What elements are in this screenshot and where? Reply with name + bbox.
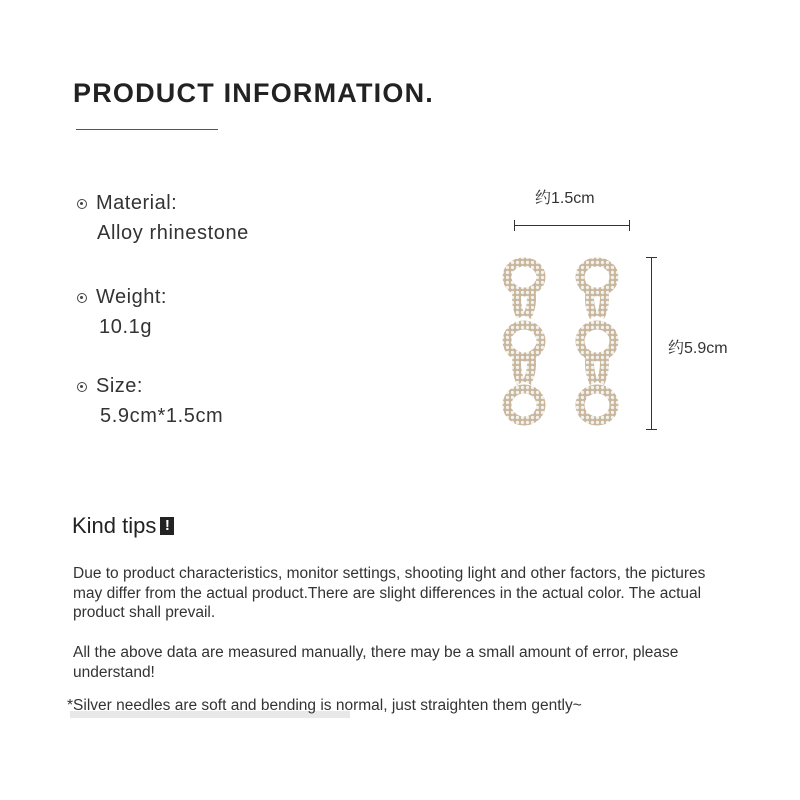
height-dimension-line [651,257,652,429]
spec-label: Weight: [96,286,167,308]
width-dimension-tick-right [629,220,630,231]
earring-right [580,262,614,421]
bullet-icon [77,293,87,303]
kind-tips-title: Kind tips [72,513,157,538]
height-dimension-tick-top [646,257,657,258]
exclamation-icon: ! [160,517,174,535]
spec-value: 10.1g [99,316,153,338]
bullet-icon [77,199,87,209]
title-underline [76,129,218,130]
tips-paragraph-2: All the above data are measured manually, there may be a small amount of error, please understand! [73,644,679,681]
spec-material [76,192,249,245]
silver-needle-note: *Silver needles are soft and bending is normal, just straighten them gently~ [67,697,582,714]
page-title: PRODUCT INFORMATION. [73,78,434,108]
spec-size [76,375,223,428]
kind-tips-heading [72,513,174,539]
width-dimension-line [514,225,630,226]
width-dimension-label: 约1.5cm [535,190,595,207]
earrings-image [495,255,625,435]
spec-value: Alloy rhinestone [97,222,249,244]
spec-value: 5.9cm*1.5cm [100,405,224,427]
height-dimension-tick-bottom [646,429,657,430]
height-dimension-label: 约5.9cm [668,340,728,357]
spec-label: Size: [96,375,143,397]
spec-label: Material: [96,192,178,214]
spec-weight [76,286,167,339]
earring-left [507,262,541,421]
bullet-icon [77,382,87,392]
width-dimension-tick-left [514,220,515,231]
tips-paragraph-1: Due to product characteristics, monitor settings, shooting light and other factors, the pictures may differ from the actual product.There are slight differences in the actual color. The actual product shall prevail. [73,565,706,622]
